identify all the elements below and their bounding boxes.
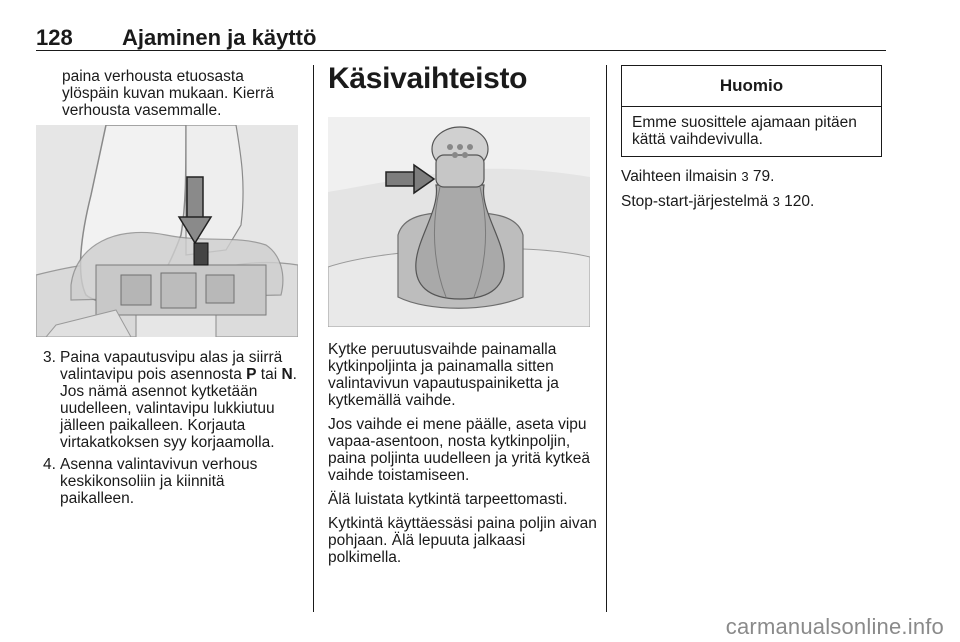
step-text: . Jos nämä asennot kytketään uudelleen, valintavipu lukkiutuu jälleen paikalleen. Korjauta virtakatkoksen syy korjaamolla. [60, 366, 297, 451]
paragraph: Älä luistata kytkintä tarpeettomasti. [328, 491, 568, 508]
reference-gear-indicator [621, 168, 883, 185]
col2-body [328, 341, 598, 573]
notice-title: Huomio [622, 66, 881, 107]
gear-stick-illustration [328, 117, 590, 327]
notice-body: Emme suosittele ajamaan pitäen kättä vaihdevivulla. [632, 114, 857, 148]
step-number: 3. [43, 349, 56, 366]
col3-references [621, 168, 883, 218]
instruction-steps [36, 349, 298, 512]
header-rule [36, 50, 886, 51]
page-number: 128 [36, 25, 73, 50]
reference-page: 79. [748, 168, 775, 185]
column-divider-2 [606, 65, 607, 612]
column-divider-1 [313, 65, 314, 612]
page-reference-icon: 3 [772, 194, 780, 209]
gear-position-n: N [281, 366, 293, 383]
section-title: Käsivaihteisto [328, 62, 528, 95]
reference-text: Vaihteen ilmaisin [621, 168, 742, 185]
reference-stop-start [621, 193, 883, 210]
selector-lever-illustration [36, 125, 298, 337]
paragraph: Kytkintä käyttäessäsi paina poljin aivan pohjaan. Älä lepuuta jalkaasi polkimella. [328, 515, 597, 566]
selector-lever-drawing [36, 125, 298, 337]
step-text: Asenna valintavivun verhous keskikonsoliin ja kiinnitä paikalleen. [60, 456, 258, 507]
step-number: 4. [43, 456, 56, 473]
step-3 [36, 349, 298, 451]
chapter-title: Ajaminen ja käyttö [122, 25, 317, 50]
col1-intro-text: paina verhousta etuosasta ylöspäin kuvan mukaan. Kierrä verhousta vasemmalle. [62, 68, 274, 119]
paragraph: Kytke peruutusvaihde painamalla kytkinpoljinta ja painamalla sitten valintavivun vapautuspainiketta ja kytkemällä vaihde. [328, 341, 559, 409]
step-text: tai [256, 366, 282, 383]
step-text: Paina vapautusvipu alas ja siirrä valintavipu pois asennosta [60, 349, 283, 383]
paragraph: Jos vaihde ei mene päälle, aseta vipu vapaa-asentoon, nosta kytkinpoljin, paina poljinta uudelleen ja yritä kytkeä vaihde toistamiseen. [328, 416, 590, 484]
gear-position-p: P [246, 366, 257, 383]
watermark: carmanualsonline.info [725, 614, 944, 639]
gear-stick-drawing [328, 117, 590, 327]
page-reference-icon: 3 [741, 169, 749, 184]
step-4 [36, 456, 298, 507]
notice-box [621, 65, 882, 157]
reference-page: 120. [779, 193, 815, 210]
reference-text: Stop-start-järjestelmä [621, 193, 773, 210]
